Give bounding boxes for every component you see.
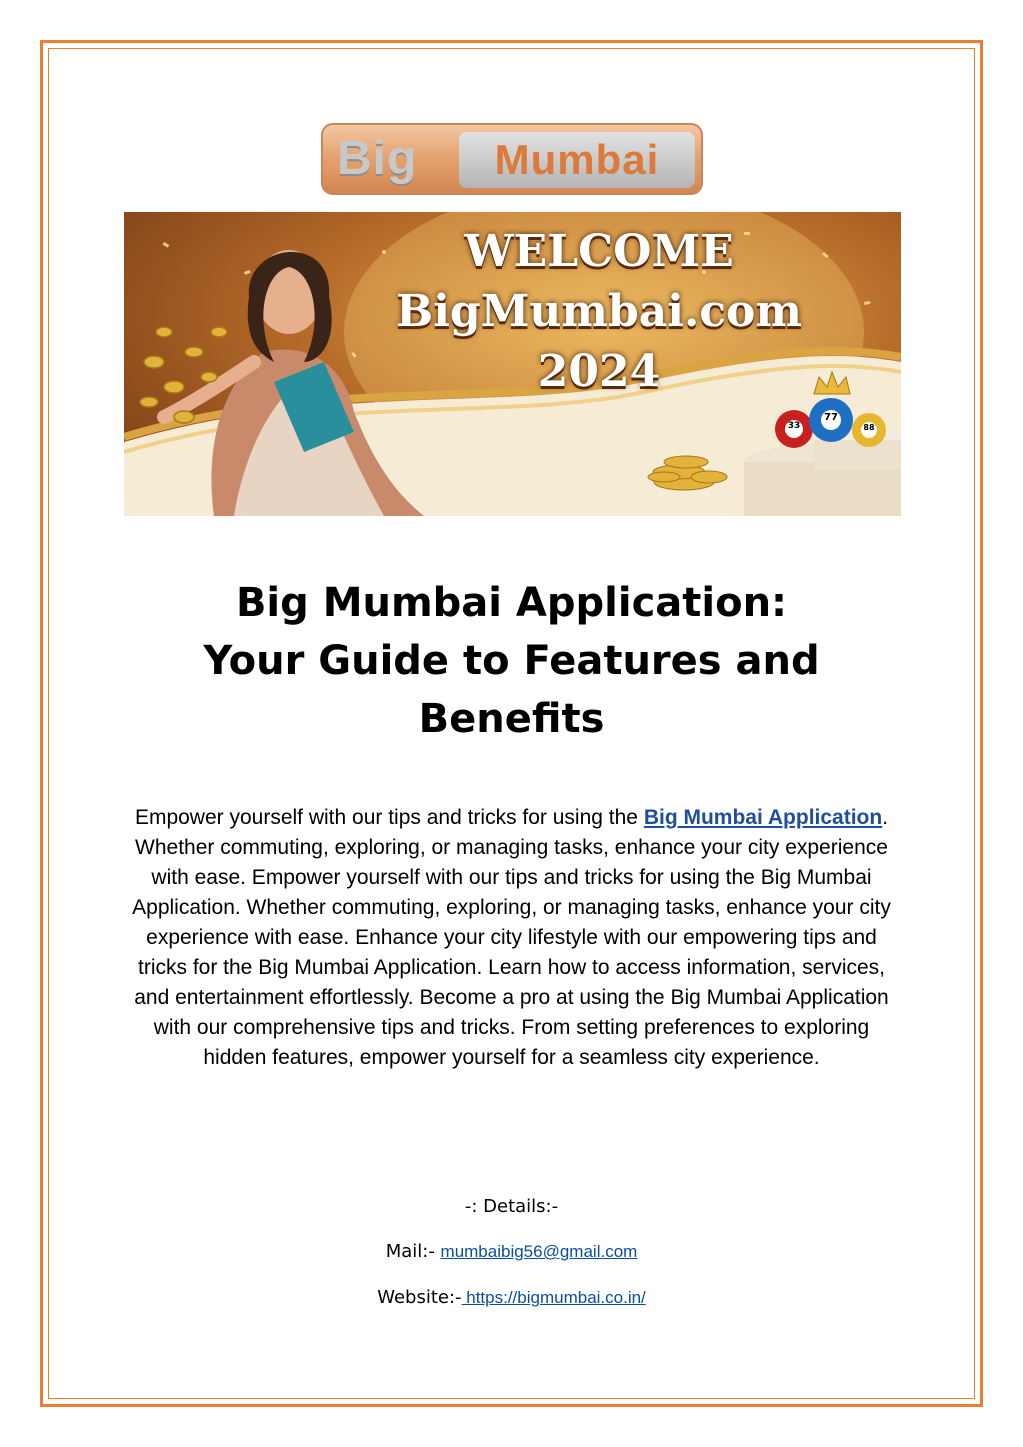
title-line-2: Your Guide to Features and [203,638,820,684]
welcome-banner [124,212,901,516]
mail-line [0,1241,1023,1262]
banner-year: 2024 [537,346,661,397]
body-intro: Empower yourself with our tips and tricks for using the [134,806,644,829]
mail-link[interactable]: mumbaibig56@gmail.com [440,1242,638,1261]
banner-site: BigMumbai.com [396,286,802,337]
ball-label-77: 77 [824,412,838,423]
title-line-1: Big Mumbai Application: [235,580,788,626]
body-rest: . Whether commuting, exploring, or managing tasks, enhance your city experience with ease. Empower yourself with our tips and tricks for using the Big Mumbai Application. Whether commuting, exploring, or managing tasks, enhance your city experience with ease. Enhance your city lifestyle with our empowering tips and tricks for the Big Mumbai Application. Learn how to access information, services, and entertainment effortlessly. Become a pro at using the Big Mumbai Application with our comprehensive tips and tricks. From setting preferences to exploring hidden features, empower yourself for a seamless city experience. [132,806,891,1069]
body-paragraph [120,803,903,1073]
website-label: Website:- [377,1287,462,1308]
ball-label-33: 33 [787,421,801,431]
banner-welcome: WELCOME [464,226,734,277]
logo-text-big: Big [337,132,418,185]
page-title [100,574,923,748]
title-line-3: Benefits [418,696,605,742]
logo-text-mumbai: Mumbai [459,132,695,188]
big-mumbai-logo [321,123,703,195]
details-heading: -: Details:- [464,1196,559,1217]
big-mumbai-application-link[interactable]: Big Mumbai Application [643,806,883,829]
ball-label-88: 88 [863,423,875,432]
mail-label: Mail:- [385,1241,441,1262]
banner-headline [374,222,824,402]
website-link[interactable]: https://bigmumbai.co.in/ [461,1288,646,1307]
website-line [0,1287,1023,1308]
